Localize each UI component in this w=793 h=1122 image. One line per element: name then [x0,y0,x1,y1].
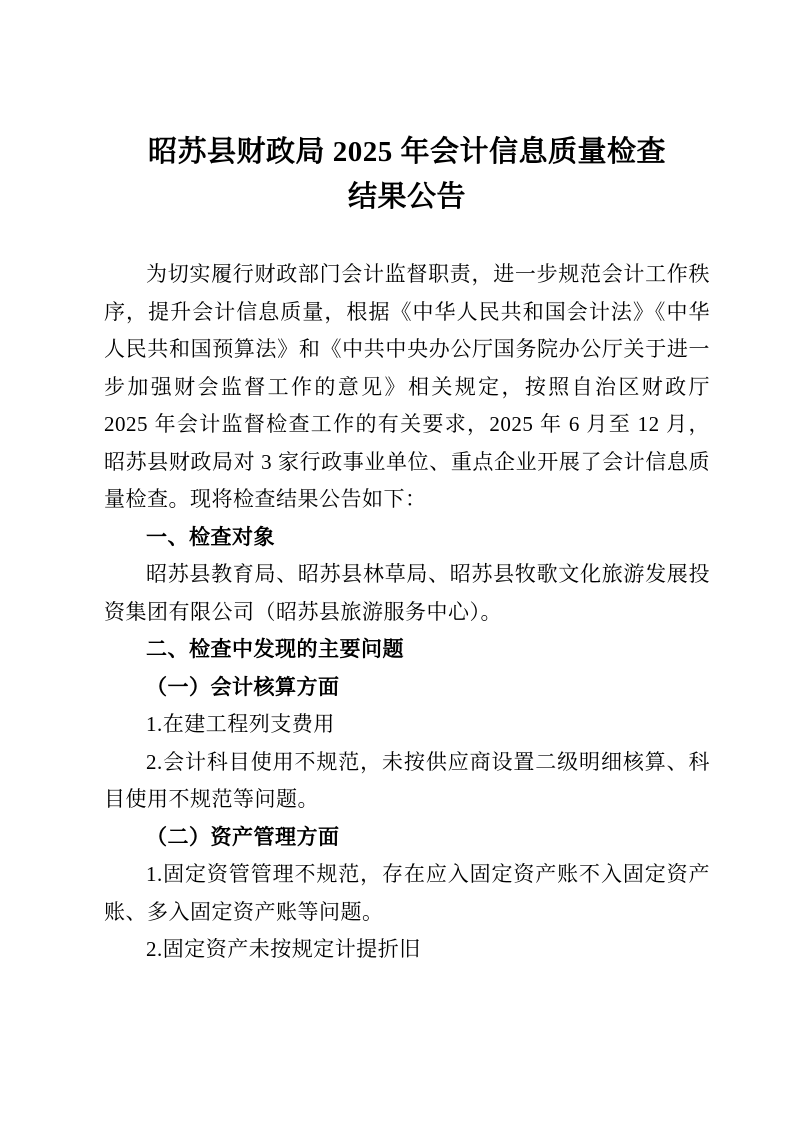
section-1-heading: 一、检查对象 [146,525,275,549]
subsection-2-heading: （二）资产管理方面 [146,824,340,849]
document-content [104,130,710,969]
intro-paragraph: 为切实履行财政部门会计监督职责，进一步规范会计工作秩序，提升会计信息质量，根据《中华人民共和国会计法》《中华人民共和国预算法》和《中共中央办公厅国务院办公厅关于进一步加强财会监督工作的意见》相关规定，按照自治区财政厅 2025 年会计监督检查工作的有关要求，2025 年 6 月至 12 月，昭苏县财政局对 3 家行政事业单位、重点企业开展了会计信息质量检查。现将检查结果公告如下： [104,262,710,511]
section-1-paragraph: 昭苏县教育局、昭苏县林草局、昭苏县牧歌文化旅游发展投资集团有限公司（昭苏县旅游服务中心）。 [104,562,710,624]
subsection-1-heading: （一）会计核算方面 [146,674,340,699]
subsection-2-item-2: 2.固定资产未按规定计提折旧 [146,937,421,961]
document-title-line-2: 结果公告 [347,181,466,213]
subsection-2-item-1: 1.固定资管管理不规范，存在应入固定资产账不入固定资产账、多入固定资产账等问题。 [104,862,710,924]
document-title [104,130,710,220]
subsection-1-item-1: 1.在建工程列支费用 [146,712,335,736]
section-2-heading: 二、检查中发现的主要问题 [146,638,404,661]
document-title-line-1: 昭苏县财政局 2025 年会计信息质量检查 [147,136,666,168]
subsection-1-item-2: 2.会计科目使用不规范，未按供应商设置二级明细核算、科目使用不规范等问题。 [104,749,710,811]
